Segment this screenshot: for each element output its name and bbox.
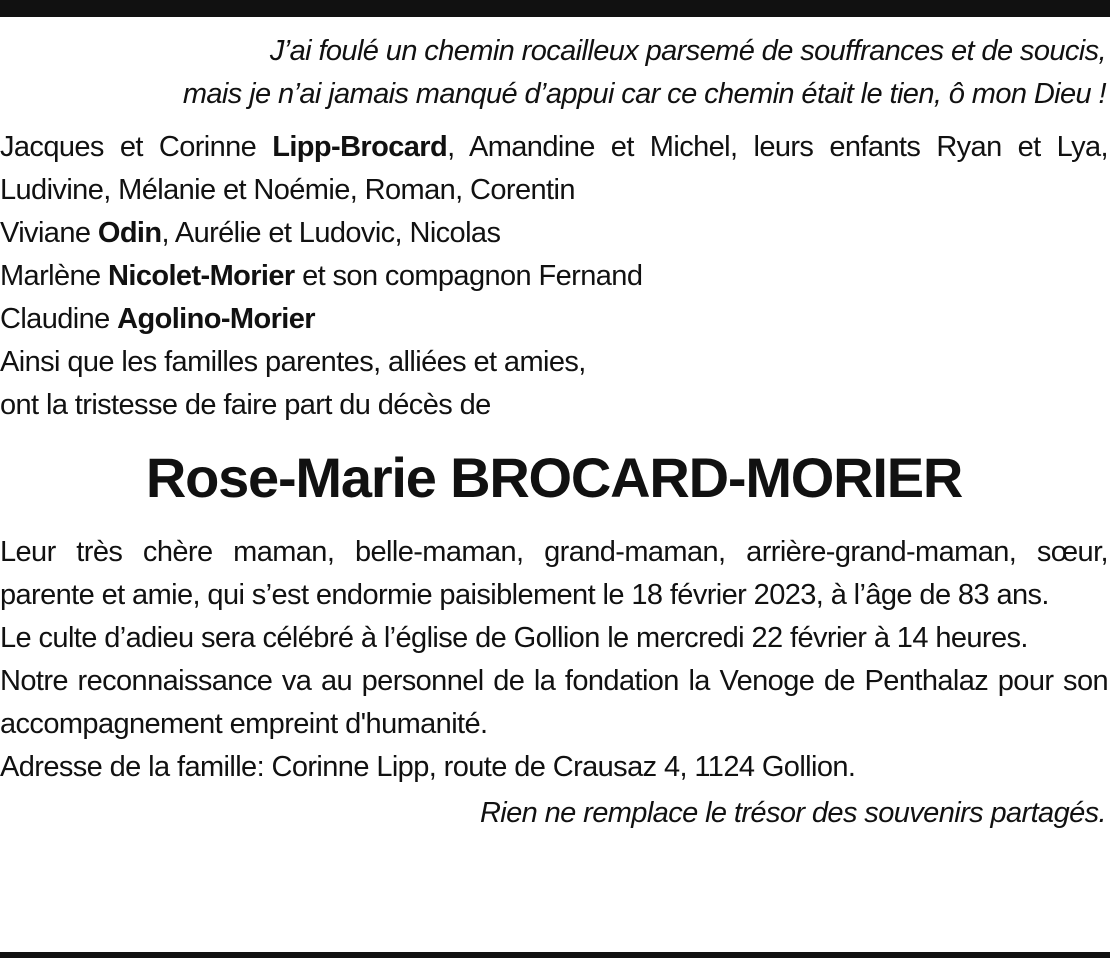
family-surname: Odin xyxy=(97,217,162,249)
deceased-name: Rose-Marie BROCARD-MORIER xyxy=(145,446,963,509)
obituary-notice xyxy=(0,30,1108,835)
bottom-border-rule xyxy=(0,952,1110,958)
family-line-6: ont la tristesse de faire part du décès de xyxy=(0,389,491,421)
notice-body xyxy=(0,531,1108,789)
top-border-rule xyxy=(0,0,1110,17)
family-line-4: Claudine Agolino-Morier xyxy=(0,303,315,335)
closing-quote: Rien ne remplace le trésor des souvenirs partagés. xyxy=(479,797,1106,829)
family-surname: Lipp-Brocard xyxy=(272,131,448,163)
family-surname: Agolino-Morier xyxy=(117,303,315,335)
family-line-1: Jacques et Corinne Lipp-Brocard, Amandine et Michel, leurs enfants Ryan et Lya, Ludivine, Mélanie et Noémie, Roman, Corentin xyxy=(0,131,1108,206)
notice-paragraph-address: Adresse de la famille: Corinne Lipp, route de Crausaz 4, 1124 Gollion. xyxy=(0,751,856,783)
family-line-5: Ainsi que les familles parentes, alliées et amies, xyxy=(0,346,586,378)
family-announcement xyxy=(0,126,1108,427)
family-line-2: Viviane Odin, Aurélie et Ludovic, Nicolas xyxy=(0,217,501,249)
epigraph-quote xyxy=(0,30,1106,116)
notice-paragraph-thanks: Notre reconnaissance va au personnel de la fondation la Venoge de Penthalaz pour son accompagnement empreint d'humanité. xyxy=(0,665,1108,740)
epigraph-line-2: mais je n’ai jamais manqué d’appui car ce chemin était le tien, ô mon Dieu ! xyxy=(182,78,1106,110)
epigraph-line-1: J’ai foulé un chemin rocailleux parsemé de souffrances et de soucis, xyxy=(269,35,1106,67)
family-surname: Nicolet-Morier xyxy=(108,260,295,292)
notice-paragraph-service: Le culte d’adieu sera célébré à l’église de Gollion le mercredi 22 février à 14 heures. xyxy=(0,622,1028,654)
family-line-3: Marlène Nicolet-Morier et son compagnon Fernand xyxy=(0,260,643,292)
notice-paragraph-relation: Leur très chère maman, belle-maman, grand-maman, arrière-grand-maman, sœur, parente et amie, qui s’est endormie paisiblement le 18 février 2023, à l’âge de 83 ans. xyxy=(0,536,1108,611)
